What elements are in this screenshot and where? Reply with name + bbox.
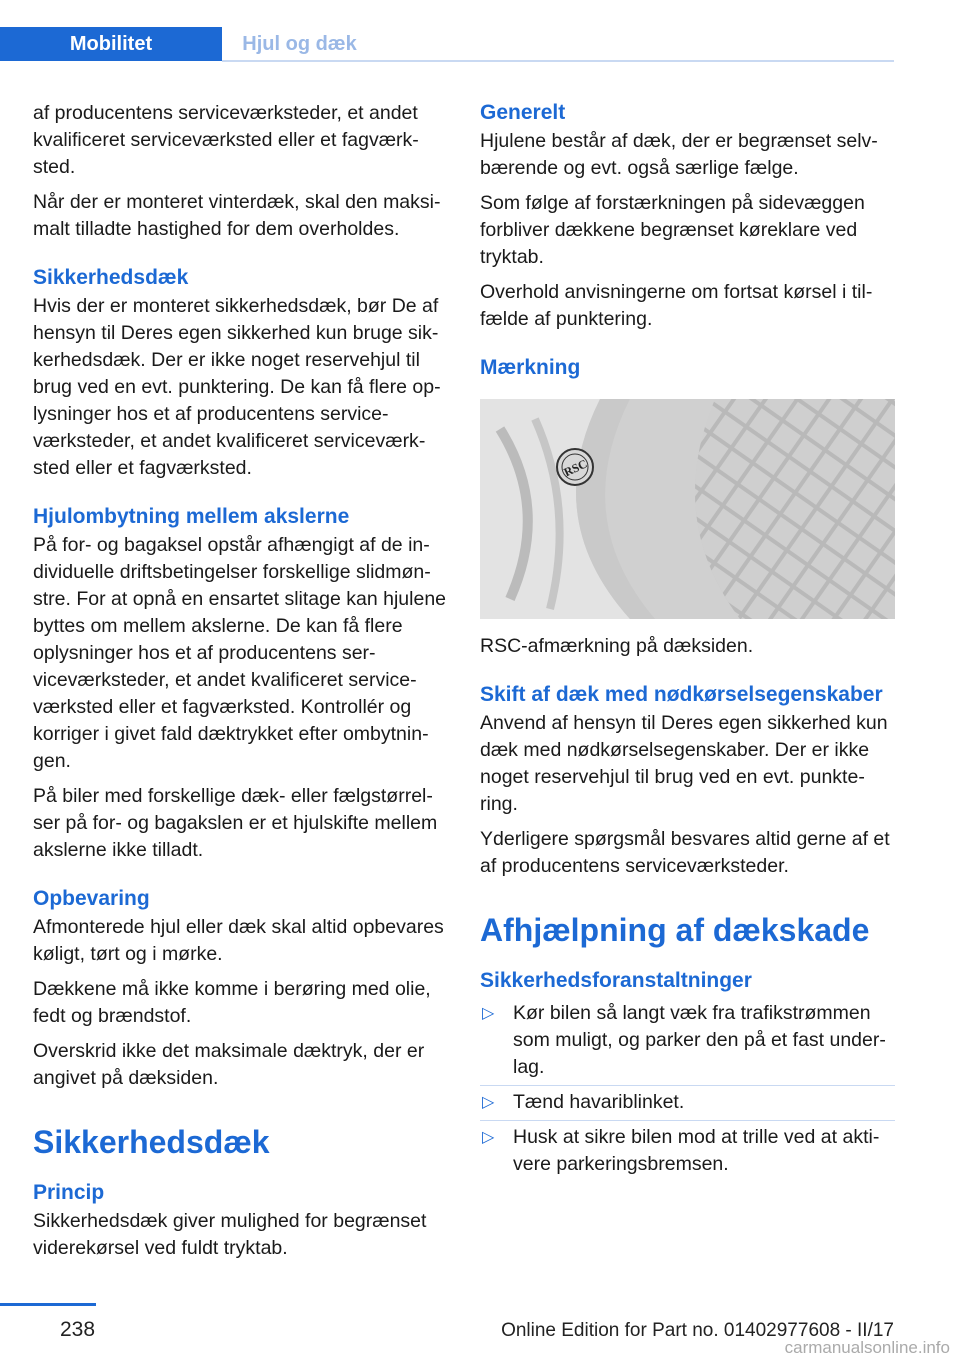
step-text: Husk at sikre bilen mod at trille ved at aktivere parkeringsbremsen. xyxy=(513,1126,880,1175)
heading-maerkning: Mærkning xyxy=(480,356,581,379)
step-text: Tænd havariblinket. xyxy=(513,1091,685,1113)
sikkerhedsdaek-paragraph: Hvis der er monteret sikkerhedsdæk, bør De af hensyn til Deres egen sikkerhed kun bruge sikkerhedsdæk. Der er ikke noget reservehjul til brug ved en evt. punktering. De kan få flere oplysninger hos et af producentens serviceværksteder, et andet kvalificeret serviceværksted eller et fagværksted. xyxy=(33,295,441,479)
list-item xyxy=(480,1124,895,1178)
header-rule xyxy=(222,60,894,62)
hjulombytning-paragraph-2: På biler med forskellige dæk- eller fælgstørrelser på for- og bagakslen er et hjulskifte mellem akslerne ikke tilladt. xyxy=(33,785,438,861)
generelt-paragraph-1: Hjulene består af dæk, der er begrænset selvbærende og evt. også særlige fælge. xyxy=(480,130,878,179)
tire-rsc-figure xyxy=(480,399,895,619)
list-item xyxy=(480,1089,895,1116)
figure-caption: RSC-afmærkning på dæksiden. xyxy=(480,635,754,657)
divider xyxy=(480,1120,895,1121)
section-tab-mobilitet[interactable]: Mobilitet xyxy=(0,27,222,61)
heading-hjulombytning: Hjulombytning mellem akslerne xyxy=(33,505,350,528)
edition-text: Online Edition for Part no. 01402977608 - II/17 xyxy=(501,1320,894,1341)
left-column xyxy=(33,100,448,1270)
intro-paragraph-1: af producentens serviceværksteder, et andet kvalificeret serviceværksted eller et fagværksted. xyxy=(33,102,419,178)
chapter-heading-sikkerhedsdaek: Sikkerhedsdæk xyxy=(33,1124,270,1160)
intro-paragraph-2: Når der er monteret vinterdæk, skal den maksimalt tilladte hastighed for dem overholdes. xyxy=(33,191,441,240)
triangle-bullet-icon: ▷ xyxy=(482,1094,495,1111)
skift-paragraph-1: Anvend af hensyn til Deres egen sikkerhed kun dæk med nødkørselsegenskaber. Der er ikke noget reservehjul til brug ved en evt. punktering. xyxy=(480,712,888,815)
hjulombytning-paragraph-1: På for- og bagaksel opstår afhængigt af de individuelle driftsbetingelser forskellige slidmønstre. For at opnå en ensartet slitage kan hjulene byttes om mellem akslerne. De kan få flere oplysninger hos et af producentens serviceværksteder, et andet kvalificeret serviceværksted eller et fagværksted. Kontrollér og korriger i givet fald dæktrykket efter ombytningen. xyxy=(33,534,447,772)
heading-skift-af-daek: Skift af dæk med nødkørselsegenskaber xyxy=(480,683,883,706)
watermark: carmanualsonline.info xyxy=(784,1338,950,1357)
princip-paragraph: Sikkerhedsdæk giver mulighed for begrænset viderekørsel ved fuldt tryktab. xyxy=(33,1210,427,1259)
page-number: 238 xyxy=(60,1318,96,1341)
opbevaring-paragraph-3: Overskrid ikke det maksimale dæktryk, der er angivet på dæksiden. xyxy=(33,1040,425,1089)
rsc-logo-icon xyxy=(557,449,593,485)
triangle-bullet-icon: ▷ xyxy=(482,1005,495,1022)
list-item xyxy=(480,1000,895,1081)
skift-paragraph-2: Yderligere spørgsmål besvares altid gerne af et af producentens serviceværksteder. xyxy=(480,828,890,877)
triangle-bullet-icon: ▷ xyxy=(482,1129,495,1146)
heading-opbevaring: Opbevaring xyxy=(33,887,150,910)
generelt-paragraph-3: Overhold anvisningerne om fortsat kørsel i tilfælde af punktering. xyxy=(480,281,873,330)
svg-text:RSC: RSC xyxy=(561,456,590,480)
safety-steps-list xyxy=(480,1000,895,1178)
opbevaring-paragraph-2: Dækkene må ikke komme i berøring med olie, fedt og brændstof. xyxy=(33,978,431,1027)
heading-sikkerhedsdaek: Sikkerhedsdæk xyxy=(33,266,189,289)
heading-generelt: Generelt xyxy=(480,101,566,124)
heading-sikkerhedsforanstaltninger: Sikkerhedsforanstaltninger xyxy=(480,969,752,992)
step-text: Kør bilen så langt væk fra trafikstrømmen som muligt, og parker den på et fast underlag. xyxy=(513,1002,886,1078)
footer-accent-bar xyxy=(0,1303,96,1306)
chapter-heading-afhjaelpning: Afhjælpning af dækskade xyxy=(480,912,870,948)
right-column xyxy=(480,100,895,1186)
divider xyxy=(480,1085,895,1086)
chapter-tab-hjul-og-daek[interactable]: Hjul og dæk xyxy=(242,33,357,55)
opbevaring-paragraph-1: Afmonterede hjul eller dæk skal altid opbevares køligt, tørt og i mørke. xyxy=(33,916,444,965)
heading-princip: Princip xyxy=(33,1181,105,1204)
generelt-paragraph-2: Som følge af forstærkningen på sidevæggen forbliver dækkene begrænset køreklare ved tryktab. xyxy=(480,192,865,268)
